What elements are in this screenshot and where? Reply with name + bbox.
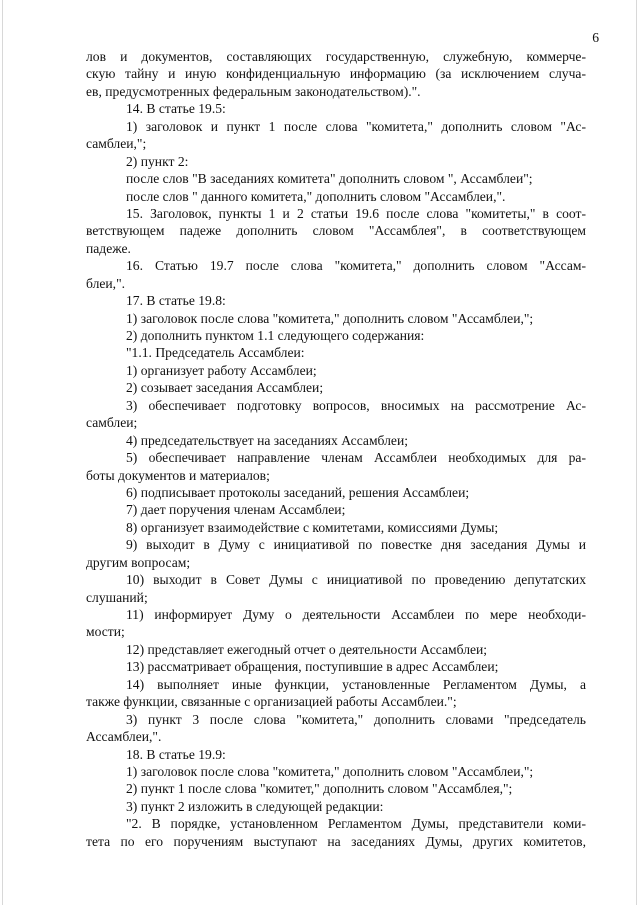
text-line: 2) пункт 1 после слова "комитет," дополнить словом "Ассамблея,";	[126, 781, 513, 797]
text-line: также функции, связанные с организацией работы Ассамблеи.";	[86, 694, 457, 710]
text-line: 14) выполняет иные функции, установленные Регламентом Думы, а	[126, 676, 586, 692]
text-line: 5) обеспечивает направление членам Ассамблеи необходимых для ра-	[126, 450, 586, 466]
text-line: ев, предусмотренных федеральным законодательством).".	[86, 83, 421, 99]
text-line: 17. В статье 19.8:	[126, 293, 226, 309]
text-line: блеи,".	[86, 275, 126, 291]
text-line: Ассамблеи,".	[86, 729, 162, 745]
text-line: 2) созывает заседания Ассамблеи;	[126, 380, 324, 396]
text-line: 3) пункт 3 после слова "комитета," дополнить словами "председатель	[126, 711, 586, 727]
document-body	[86, 48, 586, 850]
text-line: ветствующем падеже дополнить словом "Ассамблея", в соответствующем	[86, 223, 586, 239]
text-line: 2) пункт 2:	[126, 153, 189, 169]
text-line: после слов " данного комитета," дополнить словом "Ассамблеи,".	[126, 188, 506, 204]
text-line: другим вопросам;	[86, 554, 191, 570]
text-line: "1.1. Председатель Ассамблеи:	[126, 345, 305, 361]
text-line: 1) заголовок после слова "комитета," дополнить словом "Ассамблеи,";	[126, 763, 534, 779]
text-line: 2) дополнить пунктом 1.1 следующего содержания:	[126, 328, 425, 343]
text-line: 10) выходит в Совет Думы с инициативой по проведению депутатских	[126, 572, 586, 588]
text-line: самблеи;	[86, 415, 138, 431]
text-line: 6) подписывает протоколы заседаний, решения Ассамблеи;	[126, 484, 470, 500]
text-line: 18. В статье 19.9:	[126, 746, 226, 762]
text-line: самблеи,";	[86, 136, 147, 152]
scan-edge-right	[636, 0, 637, 905]
text-line: скую тайну и иную конфиденциальную информацию (за исключением случа-	[86, 66, 586, 82]
text-line: "2. В порядке, установленном Регламентом Думы, представители коми-	[126, 816, 586, 832]
scan-edge-left	[2, 0, 3, 905]
text-line: тета по его поручениям выступают на заседаниях Думы, других комитетов,	[86, 833, 586, 849]
page-number: 6	[592, 30, 599, 45]
text-line: боты документов и материалов;	[86, 467, 270, 483]
text-line: 1) заголовок и пункт 1 после слова "комитета," дополнить словом "Ас-	[126, 118, 586, 134]
text-line: 7) дает поручения членам Ассамблеи;	[126, 502, 346, 518]
text-line: 1) заголовок после слова "комитета," дополнить словом "Ассамблеи,";	[126, 310, 534, 326]
text-line: 8) организует взаимодействие с комитетами, комиссиями Думы;	[126, 519, 499, 535]
text-line: 13) рассматривает обращения, поступившие в адрес Ассамблеи;	[126, 659, 499, 675]
text-line: 15. Заголовок, пункты 1 и 2 статьи 19.6 после слова "комитеты," в соот-	[126, 205, 586, 221]
text-line: 3) обеспечивает подготовку вопросов, вносимых на рассмотрение Ас-	[126, 397, 586, 413]
text-line: падеже.	[86, 240, 131, 256]
text-line: 9) выходит в Думу с инициативой по повестке дня заседания Думы и	[126, 537, 586, 553]
text-line: 14. В статье 19.5:	[126, 101, 226, 117]
text-line: слушаний;	[86, 589, 148, 605]
text-line: 3) пункт 2 изложить в следующей редакции:	[126, 798, 384, 814]
text-line: мости;	[86, 624, 125, 640]
text-line: после слов "В заседаниях комитета" дополнить словом ", Ассамблеи";	[126, 171, 533, 187]
text-line: 16. Статью 19.7 после слова "комитета," дополнить словом "Ассам-	[126, 258, 586, 274]
text-line: 1) организует работу Ассамблеи;	[126, 362, 317, 378]
text-line: лов и документов, составляющих государственную, служебную, коммерче-	[86, 49, 586, 64]
text-line: 12) представляет ежегодный отчет о деятельности Ассамблеи;	[126, 641, 488, 657]
text-line: 4) председательствует на заседаниях Ассамблеи;	[126, 432, 408, 448]
text-line: 11) информирует Думу о деятельности Ассамблеи по мере необходи-	[126, 607, 586, 622]
